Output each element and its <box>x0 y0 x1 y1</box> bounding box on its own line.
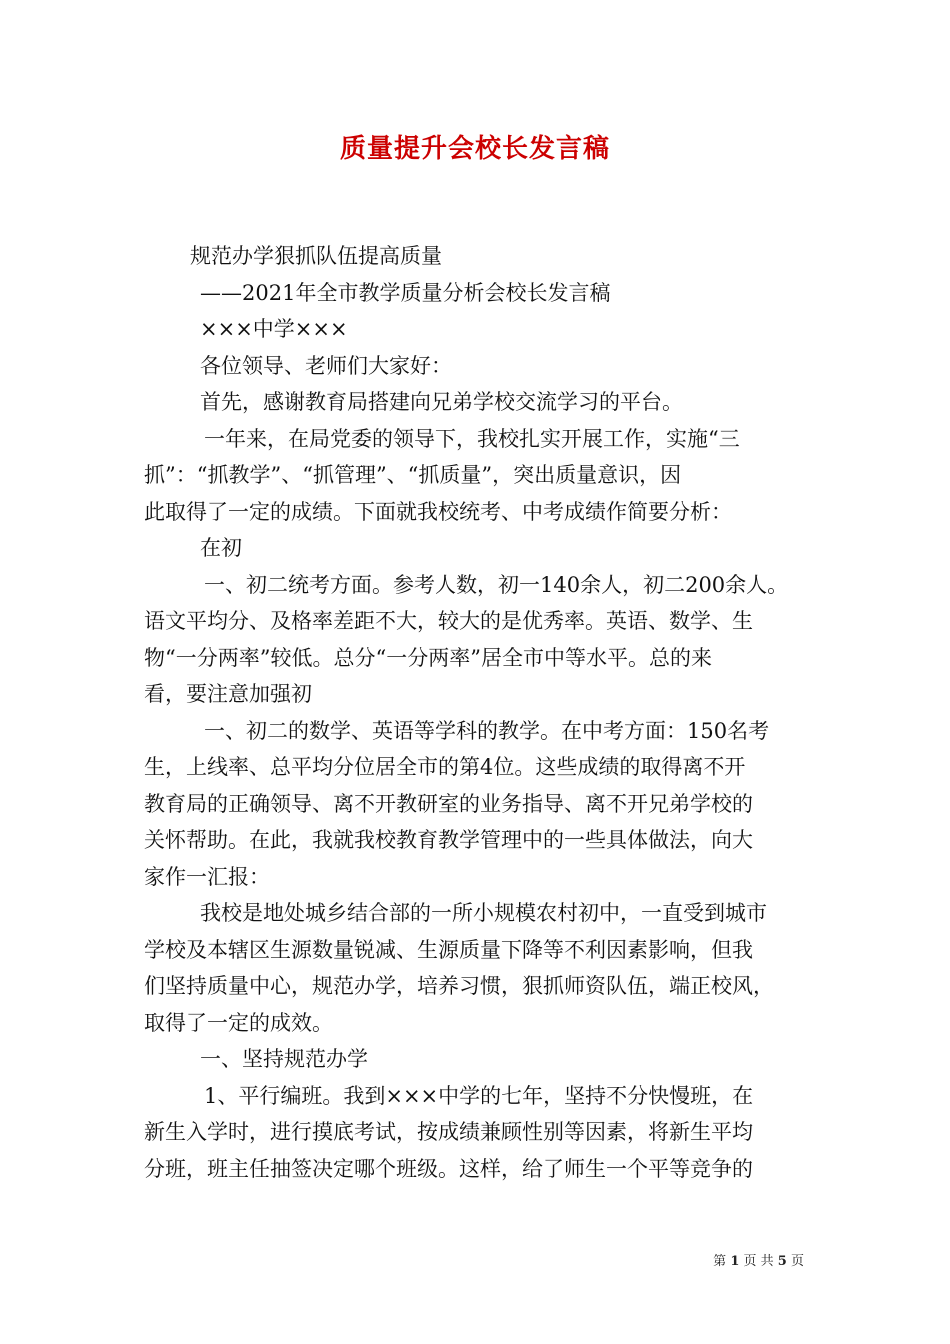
paragraph-line: 看，要注意加强初 <box>144 682 312 706</box>
paragraph-line: 取得了一定的成效。 <box>144 1010 333 1035</box>
paragraph-line: 学校及本辖区生源数量锐减、生源质量下降等不利因素影响，但我 <box>144 937 753 962</box>
paragraph-line: 语文平均分、及格率差距不大，较大的是优秀率。英语、数学、生 <box>144 609 753 633</box>
subtitle-line: 规范办学狠抓队伍提高质量 <box>190 244 442 268</box>
footer-suffix: 页 <box>790 1254 804 1269</box>
paragraph-line: 首先，感谢教育局搭建向兄弟学校交流学习的平台。 <box>200 390 683 414</box>
paragraph-line: 1、平行编班。我到×××中学的七年，坚持不分快慢班，在 <box>204 1083 754 1108</box>
paragraph-line: 关怀帮助。在此，我就我校教育教学管理中的一些具体做法，向大 <box>144 828 753 852</box>
subtitle-occasion-line: ——2021年全市教学质量分析会校长发言稿 <box>200 280 611 305</box>
current-page-number: 1 <box>730 1254 740 1269</box>
paragraph-line: 我校是地处城乡结合部的一所小规模农村初中，一直受到城市 <box>200 901 767 925</box>
paragraph-line: 一、初二的数学、英语等学科的教学。在中考方面：150名考 <box>204 718 770 743</box>
paragraph-line: 新生入学时，进行摸底考试，按成绩兼顾性别等因素，将新生平均 <box>144 1120 753 1144</box>
footer-prefix: 第 <box>713 1254 727 1269</box>
paragraph-line: 教育局的正确领导、离不开教研室的业务指导、离不开兄弟学校的 <box>144 791 753 816</box>
speaker-line: ×××中学××× <box>200 317 348 341</box>
paragraph-line: 分班，班主任抽签决定哪个班级。这样，给了师生一个平等竞争的 <box>144 1156 753 1181</box>
document-title: 质量提升会校长发言稿 <box>339 134 610 164</box>
paragraph-line: 一年来，在局党委的领导下，我校扎实开展工作，实施“三 <box>204 426 740 451</box>
total-page-count: 5 <box>777 1254 787 1269</box>
section-heading: 一、坚持规范办学 <box>200 1047 368 1071</box>
page-footer <box>713 1250 804 1269</box>
footer-middle: 页 共 <box>743 1254 774 1269</box>
paragraph-line: 们坚持质量中心，规范办学，培养习惯，狠抓师资队伍，端正校风， <box>144 974 774 998</box>
paragraph-line: 一、初二统考方面。参考人数，初一140余人，初二200余人。 <box>204 572 789 597</box>
paragraph-line: 物“一分两率”较低。总分“一分两率”居全市中等水平。总的来 <box>144 645 712 670</box>
paragraph-line: 家作一汇报： <box>144 864 270 889</box>
paragraph-line: 抓”：“抓教学”、“抓管理”、“抓质量”，突出质量意识，因 <box>144 463 682 487</box>
paragraph-line: 此取得了一定的成绩。下面就我校统考、中考成绩作简要分析： <box>144 499 732 524</box>
document-body <box>144 238 814 1187</box>
paragraph-line: 生，上线率、总平均分位居全市的第4位。这些成绩的取得离不开 <box>144 755 746 779</box>
paragraph-line: 在初 <box>200 536 242 560</box>
greeting-line: 各位领导、老师们大家好： <box>200 353 452 378</box>
